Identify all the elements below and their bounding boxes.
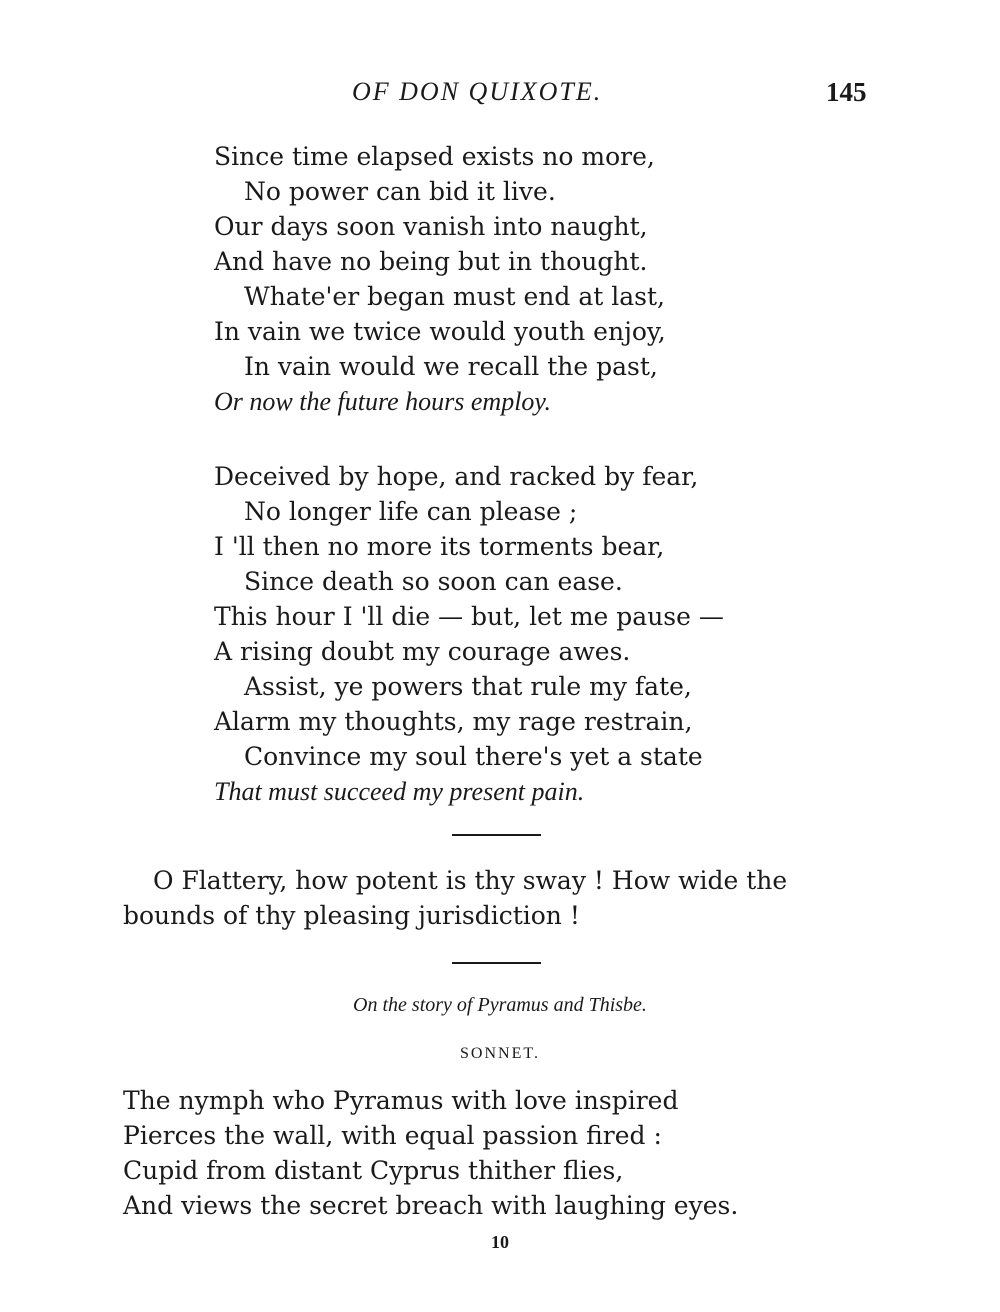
sonnet-line: Pierces the wall, with equal passion fired : <box>123 1121 662 1150</box>
verse-line: Our days soon vanish into naught, <box>214 212 648 241</box>
verse-line: Whate'er began must end at last, <box>244 282 665 311</box>
verse-line: No longer life can please ; <box>244 497 578 526</box>
verse-line: Convince my soul there's yet a state <box>244 742 703 771</box>
verse-line: Since time elapsed exists no more, <box>214 142 655 171</box>
page-number: 145 <box>826 77 867 107</box>
verse-line: No power can bid it live. <box>244 177 556 206</box>
running-title: OF DON QUIXOTE. <box>352 77 603 106</box>
section-divider <box>452 962 541 964</box>
verse-line: Since death so soon can ease. <box>244 567 623 596</box>
verse-line: And have no being but in thought. <box>214 247 648 276</box>
poem-stanza-2 <box>214 459 724 809</box>
sonnet-line: And views the secret breach with laughing eyes. <box>123 1191 739 1220</box>
sonnet-line: The nymph who Pyramus with love inspired <box>123 1086 679 1115</box>
poem-stanza-1 <box>214 139 666 419</box>
running-head <box>0 74 1000 110</box>
prose-paragraph <box>123 863 883 933</box>
verse-line: A rising doubt my courage awes. <box>214 637 631 666</box>
verse-line: This hour I 'll die — but, let me pause — <box>214 602 724 631</box>
signature-mark: 10 <box>491 1232 509 1252</box>
verse-line: Alarm my thoughts, my rage restrain, <box>214 707 693 736</box>
section-divider <box>452 834 541 836</box>
verse-line: Or now the future hours employ. <box>214 387 552 416</box>
sonnet-heading: SONNET. <box>460 1045 540 1062</box>
section-subtitle: On the story of Pyramus and Thisbe. <box>353 994 647 1016</box>
prose-line: O Flattery, how potent is thy sway ! How wide the <box>153 866 788 895</box>
verse-line: I 'll then no more its torments bear, <box>214 532 665 561</box>
sonnet-text <box>123 1083 738 1223</box>
verse-line: Deceived by hope, and racked by fear, <box>214 462 699 491</box>
sonnet-line: Cupid from distant Cyprus thither flies, <box>123 1156 624 1185</box>
prose-line: bounds of thy pleasing jurisdiction ! <box>123 901 580 930</box>
verse-line: In vain we twice would youth enjoy, <box>214 317 666 346</box>
verse-line: In vain would we recall the past, <box>244 352 658 381</box>
verse-line: Assist, ye powers that rule my fate, <box>244 672 692 701</box>
verse-line: That must succeed my present pain. <box>214 777 585 806</box>
